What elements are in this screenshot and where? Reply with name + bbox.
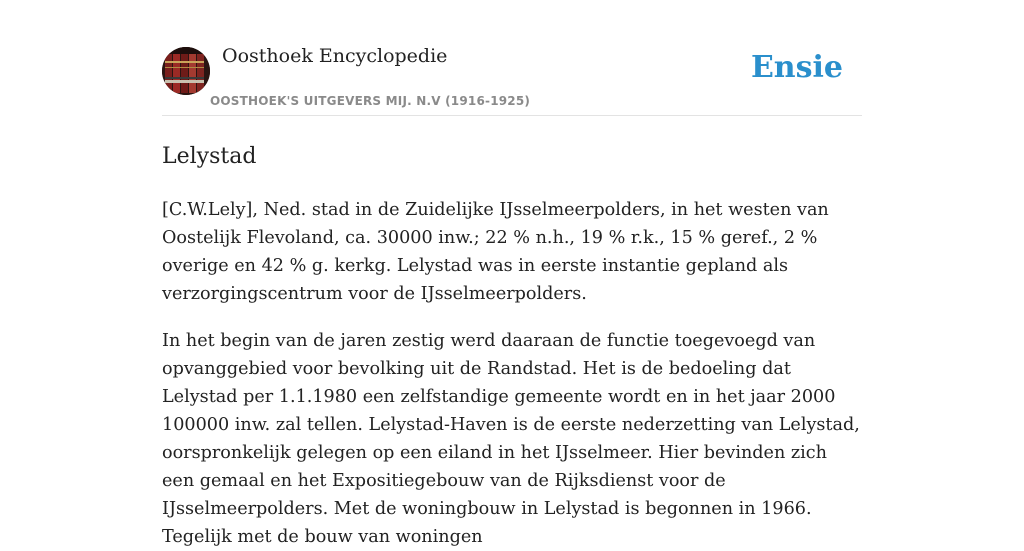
site-title[interactable]: Oosthoek Encyclopedie (222, 45, 448, 67)
site-header (162, 0, 862, 116)
article-title: Lelystad (162, 144, 257, 169)
article-paragraph: [C.W.Lely], Ned. stad in de Zuidelijke IJsselmeerpolders, in het westen van Oostelijk Flevoland, ca. 30000 inw.; 22 % n.h., 19 % r.k., 15 % geref., 2 % overige en 42 % g. kerkg. Lelystad was in eerste instantie gepland als verzorgingscentrum voor de IJsselmeerpolders. (162, 200, 829, 304)
brand-logo[interactable]: Ensie (750, 50, 843, 85)
encyclopedia-books-icon[interactable] (162, 47, 210, 95)
article-paragraph: In het begin van de jaren zestig werd daaraan de functie toegevoegd van opvanggebied voor bevolking uit de Randstad. Het is de bedoeling dat Lelystad per 1.1.1980 een zelfstandige gemeente wordt en in het jaar 2000 100000 inw. zal tellen. Lelystad-Haven is de eerste nederzetting van Lelystad, oorspronkelijk gelegen op een eiland in het IJsselmeer. Hier bevinden zich een gemaal en het Expositiegebouw van de Rijksdienst voor de IJsselmeerpolders. Met de woningbouw in Lelystad is begonnen in 1966. Tegelijk met de bouw van woningen (162, 331, 860, 547)
page (162, 0, 862, 551)
publisher-subtitle: OOSTHOEK'S UITGEVERS MIJ. N.V (1916-1925) (210, 94, 531, 108)
